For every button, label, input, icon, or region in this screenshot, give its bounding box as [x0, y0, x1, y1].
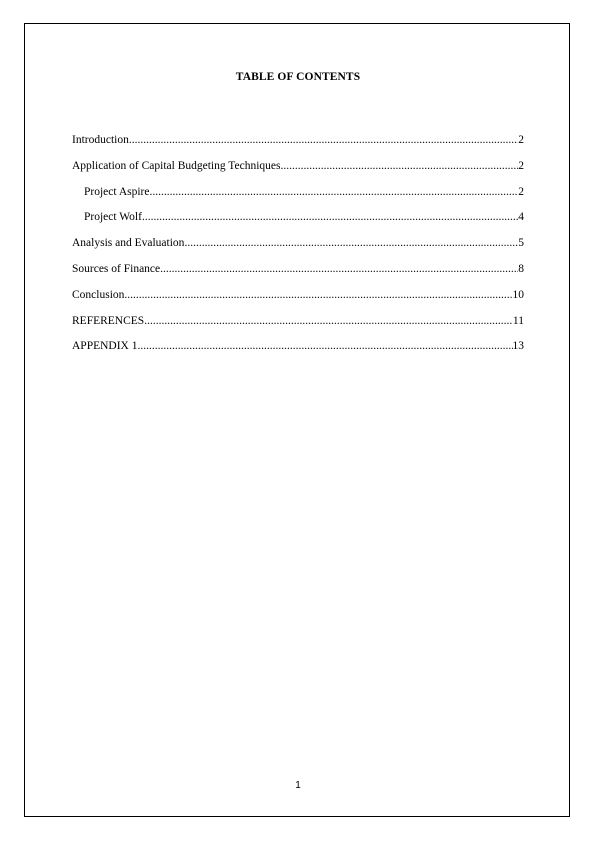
toc-leader-dots: [144, 313, 513, 329]
toc-entry-capital-budgeting[interactable]: [72, 158, 524, 184]
toc-entry-page: 2: [518, 134, 524, 146]
toc-leader-dots: [129, 132, 518, 148]
toc-entry-label: Analysis and Evaluation: [72, 237, 185, 250]
toc-entry-page: 10: [512, 288, 524, 301]
toc-entry-project-wolf[interactable]: [72, 209, 524, 235]
toc-entry-page: 2: [518, 159, 524, 172]
toc-entry-page: 11: [512, 314, 524, 327]
toc-entry-label: Application of Capital Budgeting Techniques: [72, 159, 281, 172]
toc-leader-dots: [184, 235, 518, 251]
toc-leader-dots: [160, 261, 518, 277]
toc-entry-introduction[interactable]: [72, 132, 524, 158]
toc-title: TABLE OF CONTENTS: [235, 71, 361, 83]
toc-leader-dots: [138, 338, 513, 354]
toc-entry-page: 2: [518, 185, 524, 198]
toc-entry-project-aspire[interactable]: [72, 184, 524, 210]
toc-entry-label: REFERENCES: [72, 314, 145, 327]
toc-entry-analysis[interactable]: [72, 235, 524, 261]
toc-entry-references[interactable]: [72, 313, 524, 339]
toc-entry-label: APPENDIX 1: [72, 340, 138, 353]
toc-leader-dots: [142, 209, 518, 225]
toc-entry-page: 13: [512, 340, 524, 353]
toc-leader-dots: [281, 158, 519, 174]
toc-entry-page: 4: [518, 211, 524, 224]
toc-leader-dots: [149, 184, 518, 200]
toc-leader-dots: [124, 287, 512, 303]
toc-entry-sources-of-finance[interactable]: [72, 261, 524, 287]
page-number: 1: [295, 780, 301, 791]
toc-entry-page: 5: [518, 237, 524, 250]
toc-entry-label: Conclusion: [72, 288, 125, 301]
toc-entry-label: Project Aspire: [84, 185, 150, 198]
toc-entry-conclusion[interactable]: [72, 287, 524, 313]
toc-entry-page: 8: [518, 262, 524, 275]
toc-entry-label: Introduction: [72, 134, 129, 146]
toc-entry-label: Project Wolf: [84, 211, 142, 224]
toc-list: [72, 132, 524, 364]
toc-entry-label: Sources of Finance: [72, 262, 161, 275]
toc-entry-appendix-1[interactable]: [72, 338, 524, 364]
